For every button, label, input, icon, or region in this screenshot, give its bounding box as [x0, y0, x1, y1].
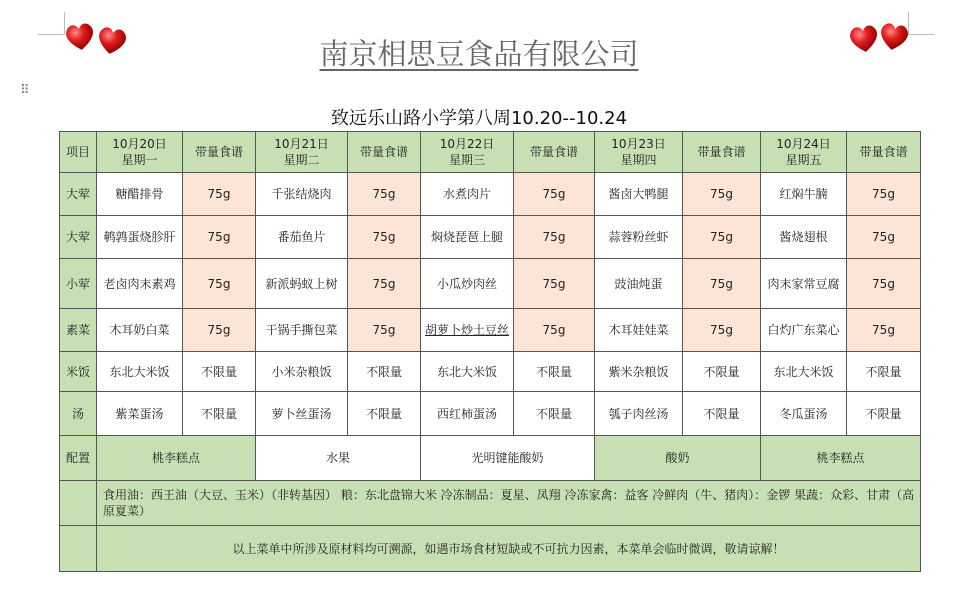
header-row — [60, 132, 921, 173]
blank-cell — [60, 481, 97, 526]
table-row — [60, 392, 921, 436]
dish-cell: 红焖牛腩 — [761, 173, 847, 216]
dish-cell: 东北大米饭 — [761, 352, 847, 392]
dish-cell: 肉末家常豆腐 — [761, 259, 847, 309]
week-title: 致远乐山路小学第八周10.20--10.24 — [330, 108, 628, 129]
dish-cell: 番茄鱼片 — [256, 216, 348, 259]
qty-cell: 不限量 — [847, 392, 921, 436]
blank-cell — [60, 526, 97, 572]
day-weekday: 星期四 — [620, 153, 657, 167]
category-cell: 素菜 — [60, 309, 97, 352]
day-weekday: 星期一 — [121, 153, 158, 167]
qty-cell: 75g — [183, 259, 256, 309]
day-date: 10月24日 — [776, 137, 831, 151]
table-row — [60, 173, 921, 216]
dish-cell: 西红柿蛋汤 — [421, 392, 514, 436]
table-move-handle-icon[interactable]: ⠿ — [20, 83, 28, 98]
qty-cell: 75g — [683, 309, 761, 352]
side-item-cell: 水果 — [256, 436, 421, 481]
side-label-cell: 配置 — [60, 436, 97, 481]
qty-cell: 75g — [348, 259, 421, 309]
qty-cell: 75g — [847, 216, 921, 259]
day-date: 10月20日 — [112, 137, 167, 151]
qty-cell: 75g — [847, 259, 921, 309]
dish-cell: 水煮肉片 — [421, 173, 514, 216]
dish-cell: 东北大米饭 — [421, 352, 514, 392]
dish-cell: 酱烧翅根 — [761, 216, 847, 259]
item-label: 项目 — [65, 145, 90, 159]
qty-cell: 75g — [514, 309, 595, 352]
dish-cell: 东北大米饭 — [97, 352, 183, 392]
dish-cell: 萝卜丝蛋汤 — [256, 392, 348, 436]
day-date: 10月21日 — [274, 137, 329, 151]
qty-header: 带量食谱 — [847, 132, 921, 173]
ingredients-row — [60, 481, 921, 526]
day-header — [97, 132, 183, 173]
dish-cell: 老卤肉末素鸡 — [97, 259, 183, 309]
qty-cell: 75g — [348, 309, 421, 352]
table-row — [60, 216, 921, 259]
day-weekday: 星期三 — [448, 153, 485, 167]
qty-cell: 75g — [683, 216, 761, 259]
day-date: 10月22日 — [439, 137, 495, 151]
dish-cell: 木耳娃娃菜 — [595, 309, 683, 352]
dish-cell: 鹌鹑蛋烧胗肝 — [97, 216, 183, 259]
dish-cell: 小瓜炒肉丝 — [421, 259, 514, 309]
qty-cell: 不限量 — [683, 352, 761, 392]
dish-cell: 蒜蓉粉丝虾 — [595, 216, 683, 259]
qty-cell: 75g — [514, 216, 595, 259]
dish-cell: 白灼广东菜心 — [761, 309, 847, 352]
day-header — [256, 132, 348, 173]
table-row — [60, 309, 921, 352]
qty-cell: 不限量 — [348, 352, 421, 392]
dish-cell: 小米杂粮饭 — [256, 352, 348, 392]
footer-row — [60, 526, 921, 572]
dish-cell: 紫米杂粮饭 — [595, 352, 683, 392]
qty-header: 带量食谱 — [683, 132, 761, 173]
qty-cell: 75g — [847, 309, 921, 352]
side-item-cell: 光明键能酸奶 — [421, 436, 595, 481]
qty-cell: 不限量 — [514, 392, 595, 436]
company-title: 南京相思豆食品有限公司 — [319, 37, 639, 71]
category-cell: 汤 — [60, 392, 97, 436]
qty-header: 带量食谱 — [348, 132, 421, 173]
side-row — [60, 436, 921, 481]
qty-cell: 不限量 — [348, 392, 421, 436]
qty-cell: 75g — [514, 173, 595, 216]
footer-note: 以上菜单中所涉及原材料均可溯源，如遇市场食材短缺或不可抗力因素，本菜单会临时微调，敬请谅解！ — [97, 526, 921, 572]
qty-cell: 75g — [683, 259, 761, 309]
category-cell: 小荤 — [60, 259, 97, 309]
qty-cell: 不限量 — [683, 392, 761, 436]
day-header — [595, 132, 683, 173]
side-item-cell: 酸奶 — [595, 436, 761, 481]
day-date: 10月23日 — [611, 137, 666, 151]
side-item-cell: 桃李糕点 — [97, 436, 256, 481]
category-cell: 大荤 — [60, 173, 97, 216]
qty-header: 带量食谱 — [514, 132, 595, 173]
category-cell: 米饭 — [60, 352, 97, 392]
qty-cell: 不限量 — [183, 352, 256, 392]
qty-cell: 75g — [348, 173, 421, 216]
qty-cell: 75g — [348, 216, 421, 259]
qty-cell: 75g — [183, 309, 256, 352]
qty-cell: 不限量 — [183, 392, 256, 436]
dish-cell: 紫菜蛋汤 — [97, 392, 183, 436]
table-row — [60, 259, 921, 309]
day-header — [421, 132, 514, 173]
item-label-cell — [60, 132, 97, 173]
dish-cell: 胡萝卜炒土豆丝 — [421, 309, 514, 352]
qty-cell: 75g — [183, 173, 256, 216]
category-cell: 大荤 — [60, 216, 97, 259]
dish-cell: 糖醋排骨 — [97, 173, 183, 216]
dish-cell: 干锅手撕包菜 — [256, 309, 348, 352]
dish-cell: 冬瓜蛋汤 — [761, 392, 847, 436]
side-item-cell: 桃李糕点 — [761, 436, 921, 481]
qty-cell: 75g — [847, 173, 921, 216]
dish-cell: 酱卤大鸭腿 — [595, 173, 683, 216]
dish-cell: 木耳奶白菜 — [97, 309, 183, 352]
dish-cell: 瓠子肉丝汤 — [595, 392, 683, 436]
dish-cell: 新派蚂蚁上树 — [256, 259, 348, 309]
qty-cell: 不限量 — [847, 352, 921, 392]
table-row — [60, 352, 921, 392]
qty-cell: 75g — [683, 173, 761, 216]
qty-cell: 75g — [183, 216, 256, 259]
day-weekday: 星期二 — [283, 153, 320, 167]
dish-cell: 千张结烧肉 — [256, 173, 348, 216]
qty-header: 带量食谱 — [183, 132, 256, 173]
ingredients-note: 食用油：西王油（大豆、玉米）（非转基因） 粮：东北盘锦大米 冷冻制品：夏星、凤翔 冷冻家禽：益客 冷鲜肉（牛、猪肉）：金锣 果蔬：众彩、甘肃（高原夏菜） — [97, 481, 921, 526]
menu-table — [59, 131, 921, 572]
dish-cell: 焖烧琵琶上腿 — [421, 216, 514, 259]
qty-cell: 75g — [514, 259, 595, 309]
qty-cell: 不限量 — [514, 352, 595, 392]
day-weekday: 星期五 — [785, 153, 822, 167]
dish-cell: 豉油炖蛋 — [595, 259, 683, 309]
day-header — [761, 132, 847, 173]
